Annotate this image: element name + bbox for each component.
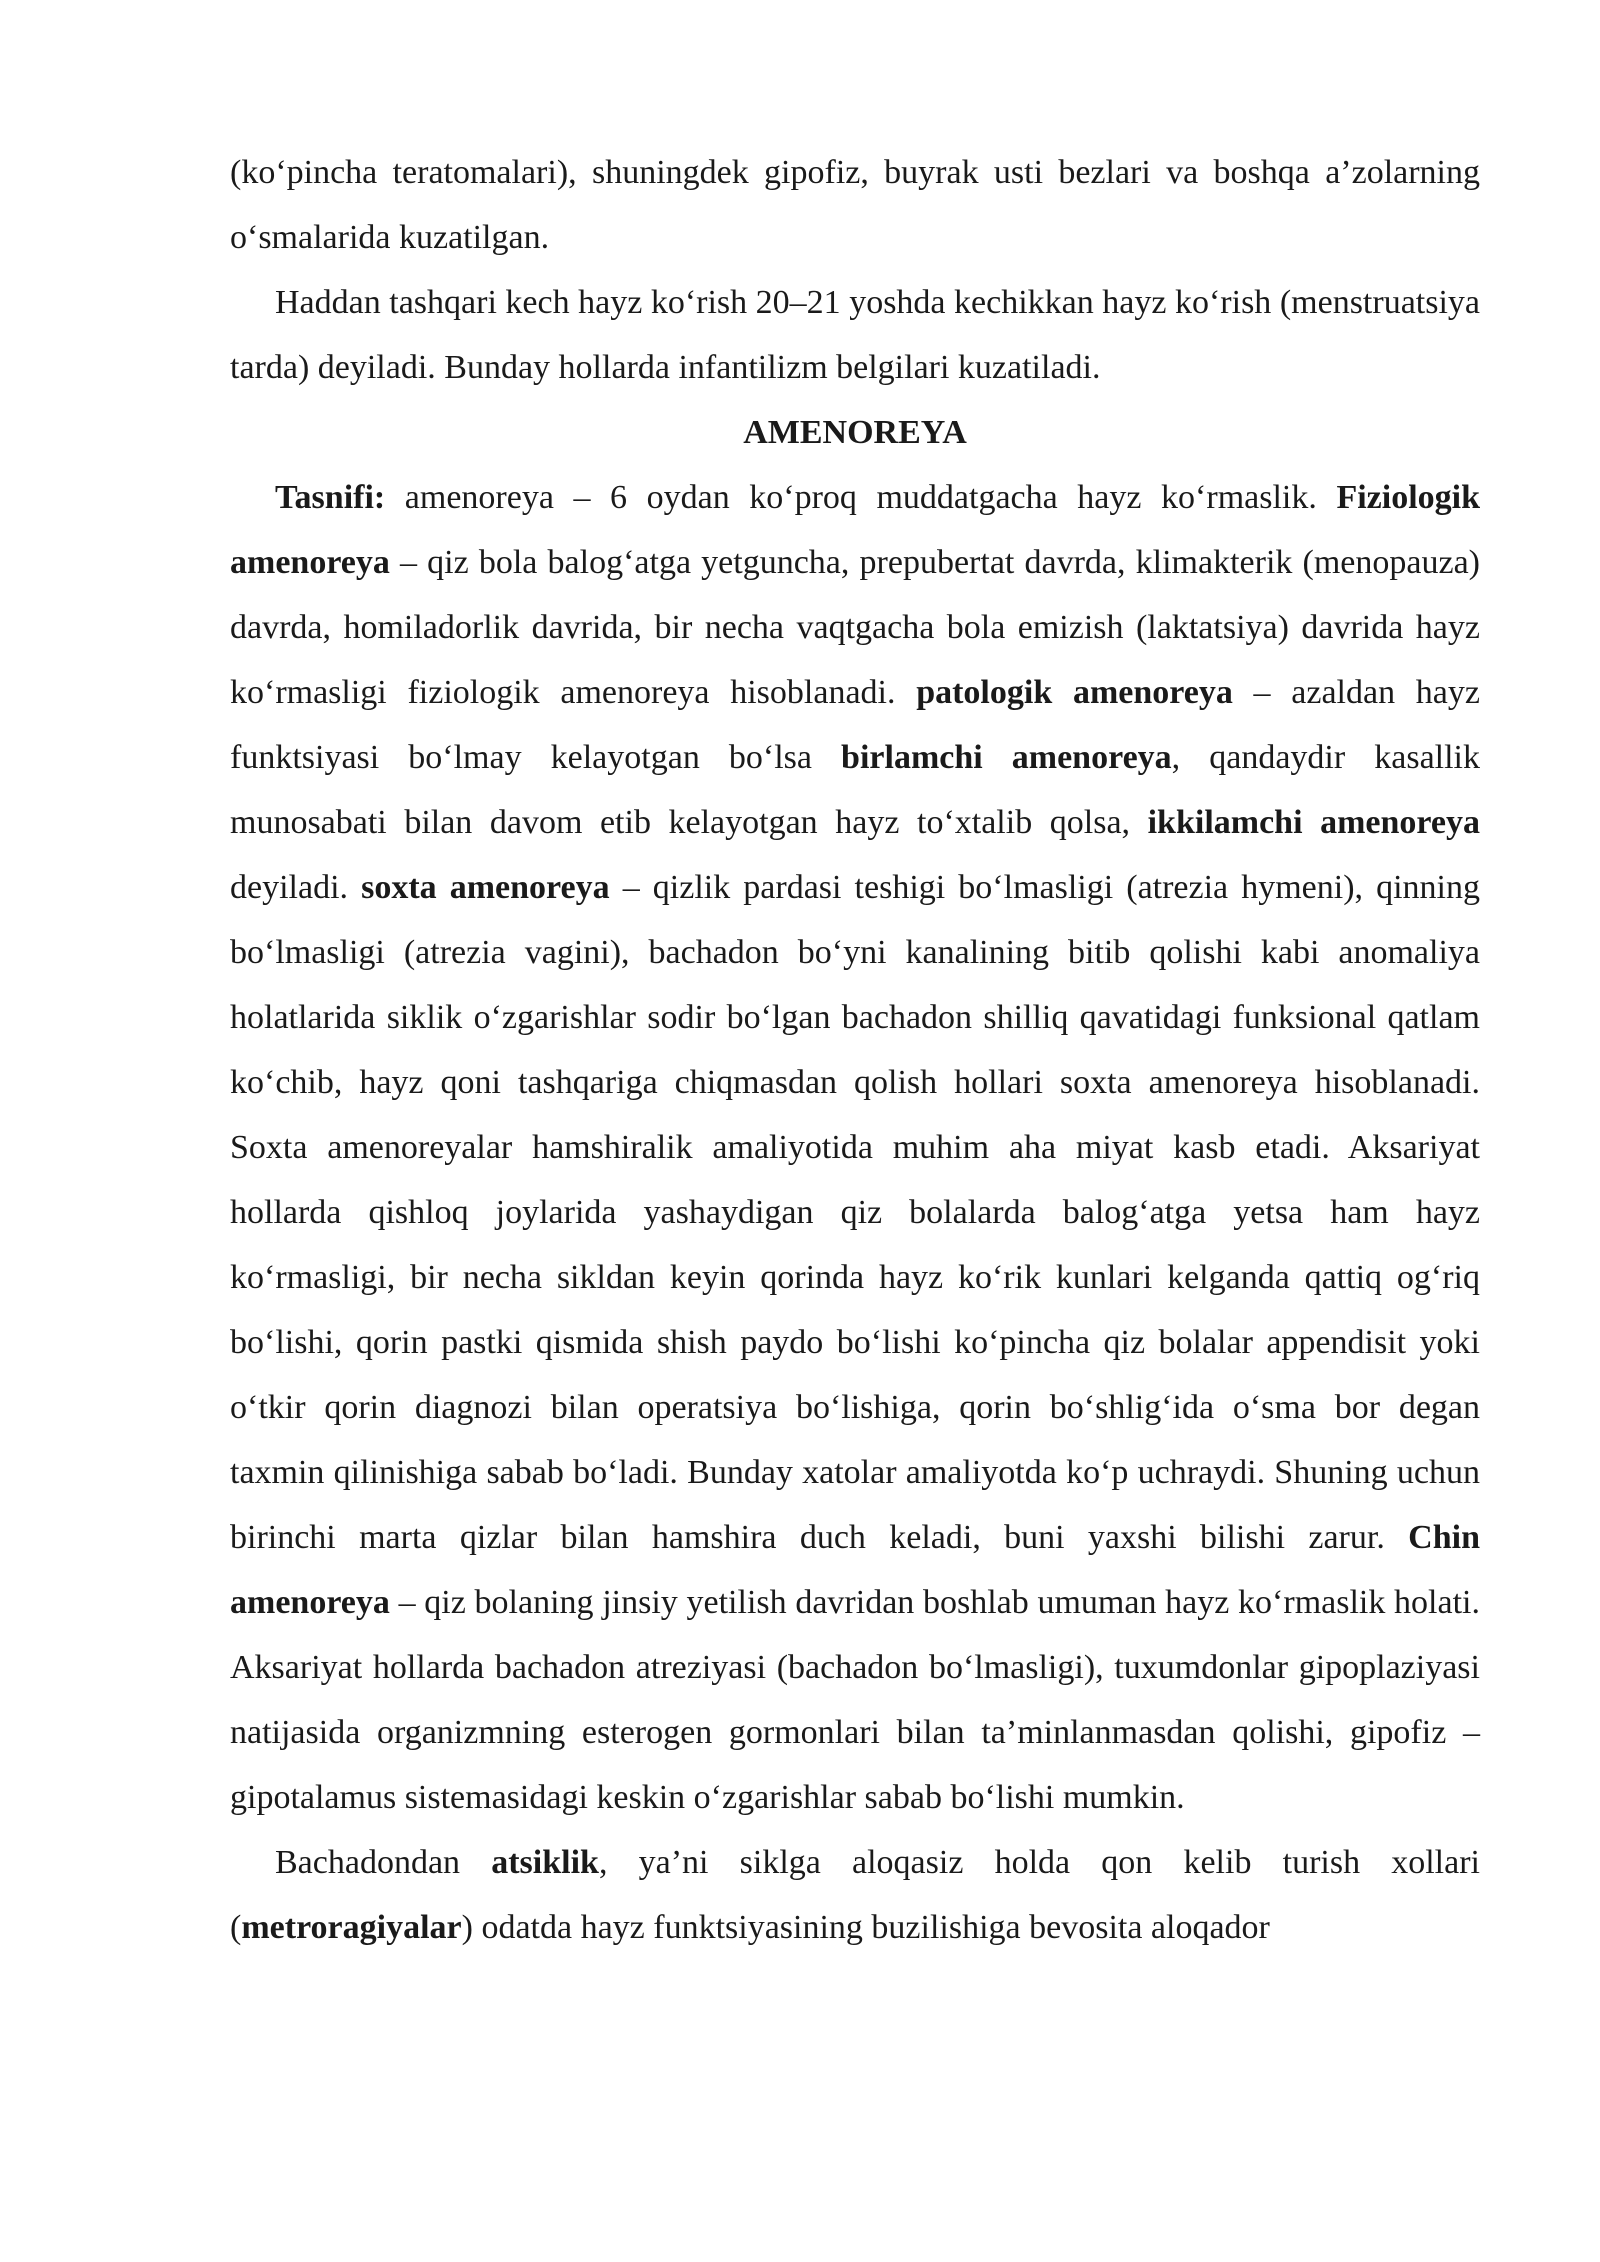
paragraph-metrorrhagia <box>230 1830 1480 1960</box>
paragraph-continuation: (ko‘pincha teratomalari), shuningdek gipofiz, buyrak usti bezlari va boshqa a’zolarning o‘smalarida kuzatilgan. <box>230 154 1480 256</box>
term-physiological-amenorrhea: Fiziologik amenoreya <box>230 479 1480 581</box>
term-secondary-amenorrhea: ikkilamchi amenoreya <box>1147 804 1480 841</box>
term-tasnifi: Tasnifi: <box>275 479 386 516</box>
text-span: deyiladi. <box>230 869 362 906</box>
text-span: ) odatda hayz funktsiyasining buzilishiga bevosita aloqador <box>461 1909 1270 1946</box>
paragraph-late-menstruation: Haddan tashqari kech hayz ko‘rish 20–21 yoshda kechikkan hayz ko‘rish (menstruatsiya tarda) deyiladi. Bunday hollarda infantilizm belgilari kuzatiladi. <box>230 284 1480 386</box>
text-span: – qiz bola balog‘atga yetguncha, prepubertat davrda, klimakterik (menopauza) davrda, homiladorlik davrida, bir necha vaqtgacha bola emizish (laktatsiya) davrida hayz ko‘rmasligi fiziologik amenoreya hisoblanadi. <box>230 544 1480 711</box>
term-true-amenorrhea: Chin amenoreya <box>230 1519 1480 1621</box>
text-span: Bachadondan <box>275 1844 492 1881</box>
document-page <box>230 140 1480 1960</box>
paragraph-classification <box>230 465 1480 1830</box>
section-heading: AMENOREYA <box>743 414 967 451</box>
text-span: – qiz bolaning jinsiy yetilish davridan boshlab umuman hayz ko‘rmaslik holati. Aksariyat hollarda bachadon atreziyasi (bachadon bo‘lmasligi), tuxumdonlar gipoplaziyasi natijasida organizmning esterogen gormonlari bilan ta’minlanmasdan qolishi, gipofiz – gipotalamus sistemasidagi keskin o‘zgarishlar sabab bo‘lishi mumkin. <box>230 1584 1480 1816</box>
term-false-amenorrhea: soxta amenoreya <box>361 869 610 906</box>
text-span: , qandaydir kasallik munosabati bilan davom etib kelayotgan hayz to‘xtalib qolsa, <box>230 739 1481 841</box>
term-metrorrhagia: metroragiyalar <box>241 1909 462 1946</box>
term-pathological-amenorrhea: patologik amenoreya <box>916 674 1233 711</box>
term-acyclic: atsiklik <box>491 1844 599 1881</box>
text-span: – azaldan hayz funktsiyasi bo‘lmay kelayotgan bo‘lsa <box>230 674 1480 776</box>
text-span: , ya’ni siklga aloqasiz holda qon kelib turish xollari ( <box>230 1844 1480 1946</box>
text-span: amenoreya – 6 oydan ko‘proq muddatgacha hayz ko‘rmaslik. <box>385 479 1337 516</box>
text-span: – qizlik pardasi teshigi bo‘lmasligi (atrezia hymeni), qinning bo‘lmasligi (atrezia vagini), bachadon bo‘yni kanalining bitib qolishi kabi anomaliya holatlarida siklik o‘zgarishlar sodir bo‘lgan bachadon shilliq qavatidagi funksional qatlam ko‘chib, hayz qoni tashqariga chiqmasdan qolish hollari soxta amenoreya hisoblanadi. Soxta amenoreyalar hamshiralik amaliyotida muhim aha miyat kasb etadi. Aksariyat hollarda qishloq joylarida yashaydigan qiz bolalarda balog‘atga yetsa ham hayz ko‘rmasligi, bir necha sikldan keyin qorinda hayz ko‘rik kunlari kelganda qattiq og‘riq bo‘lishi, qorin pastki qismida shish paydo bo‘lishi ko‘pincha qiz bolalar appendisit yoki o‘tkir qorin diagnozi bilan operatsiya bo‘lishiga, qorin bo‘shlig‘ida o‘sma bor degan taxmin qilinishiga sabab bo‘ladi. Bunday xatolar amaliyotda ko‘p uchraydi. Shuning uchun birinchi marta qizlar bilan hamshira duch keladi, buni yaxshi bilishi zarur. <box>230 869 1481 1556</box>
term-primary-amenorrhea: birlamchi amenoreya <box>841 739 1172 776</box>
